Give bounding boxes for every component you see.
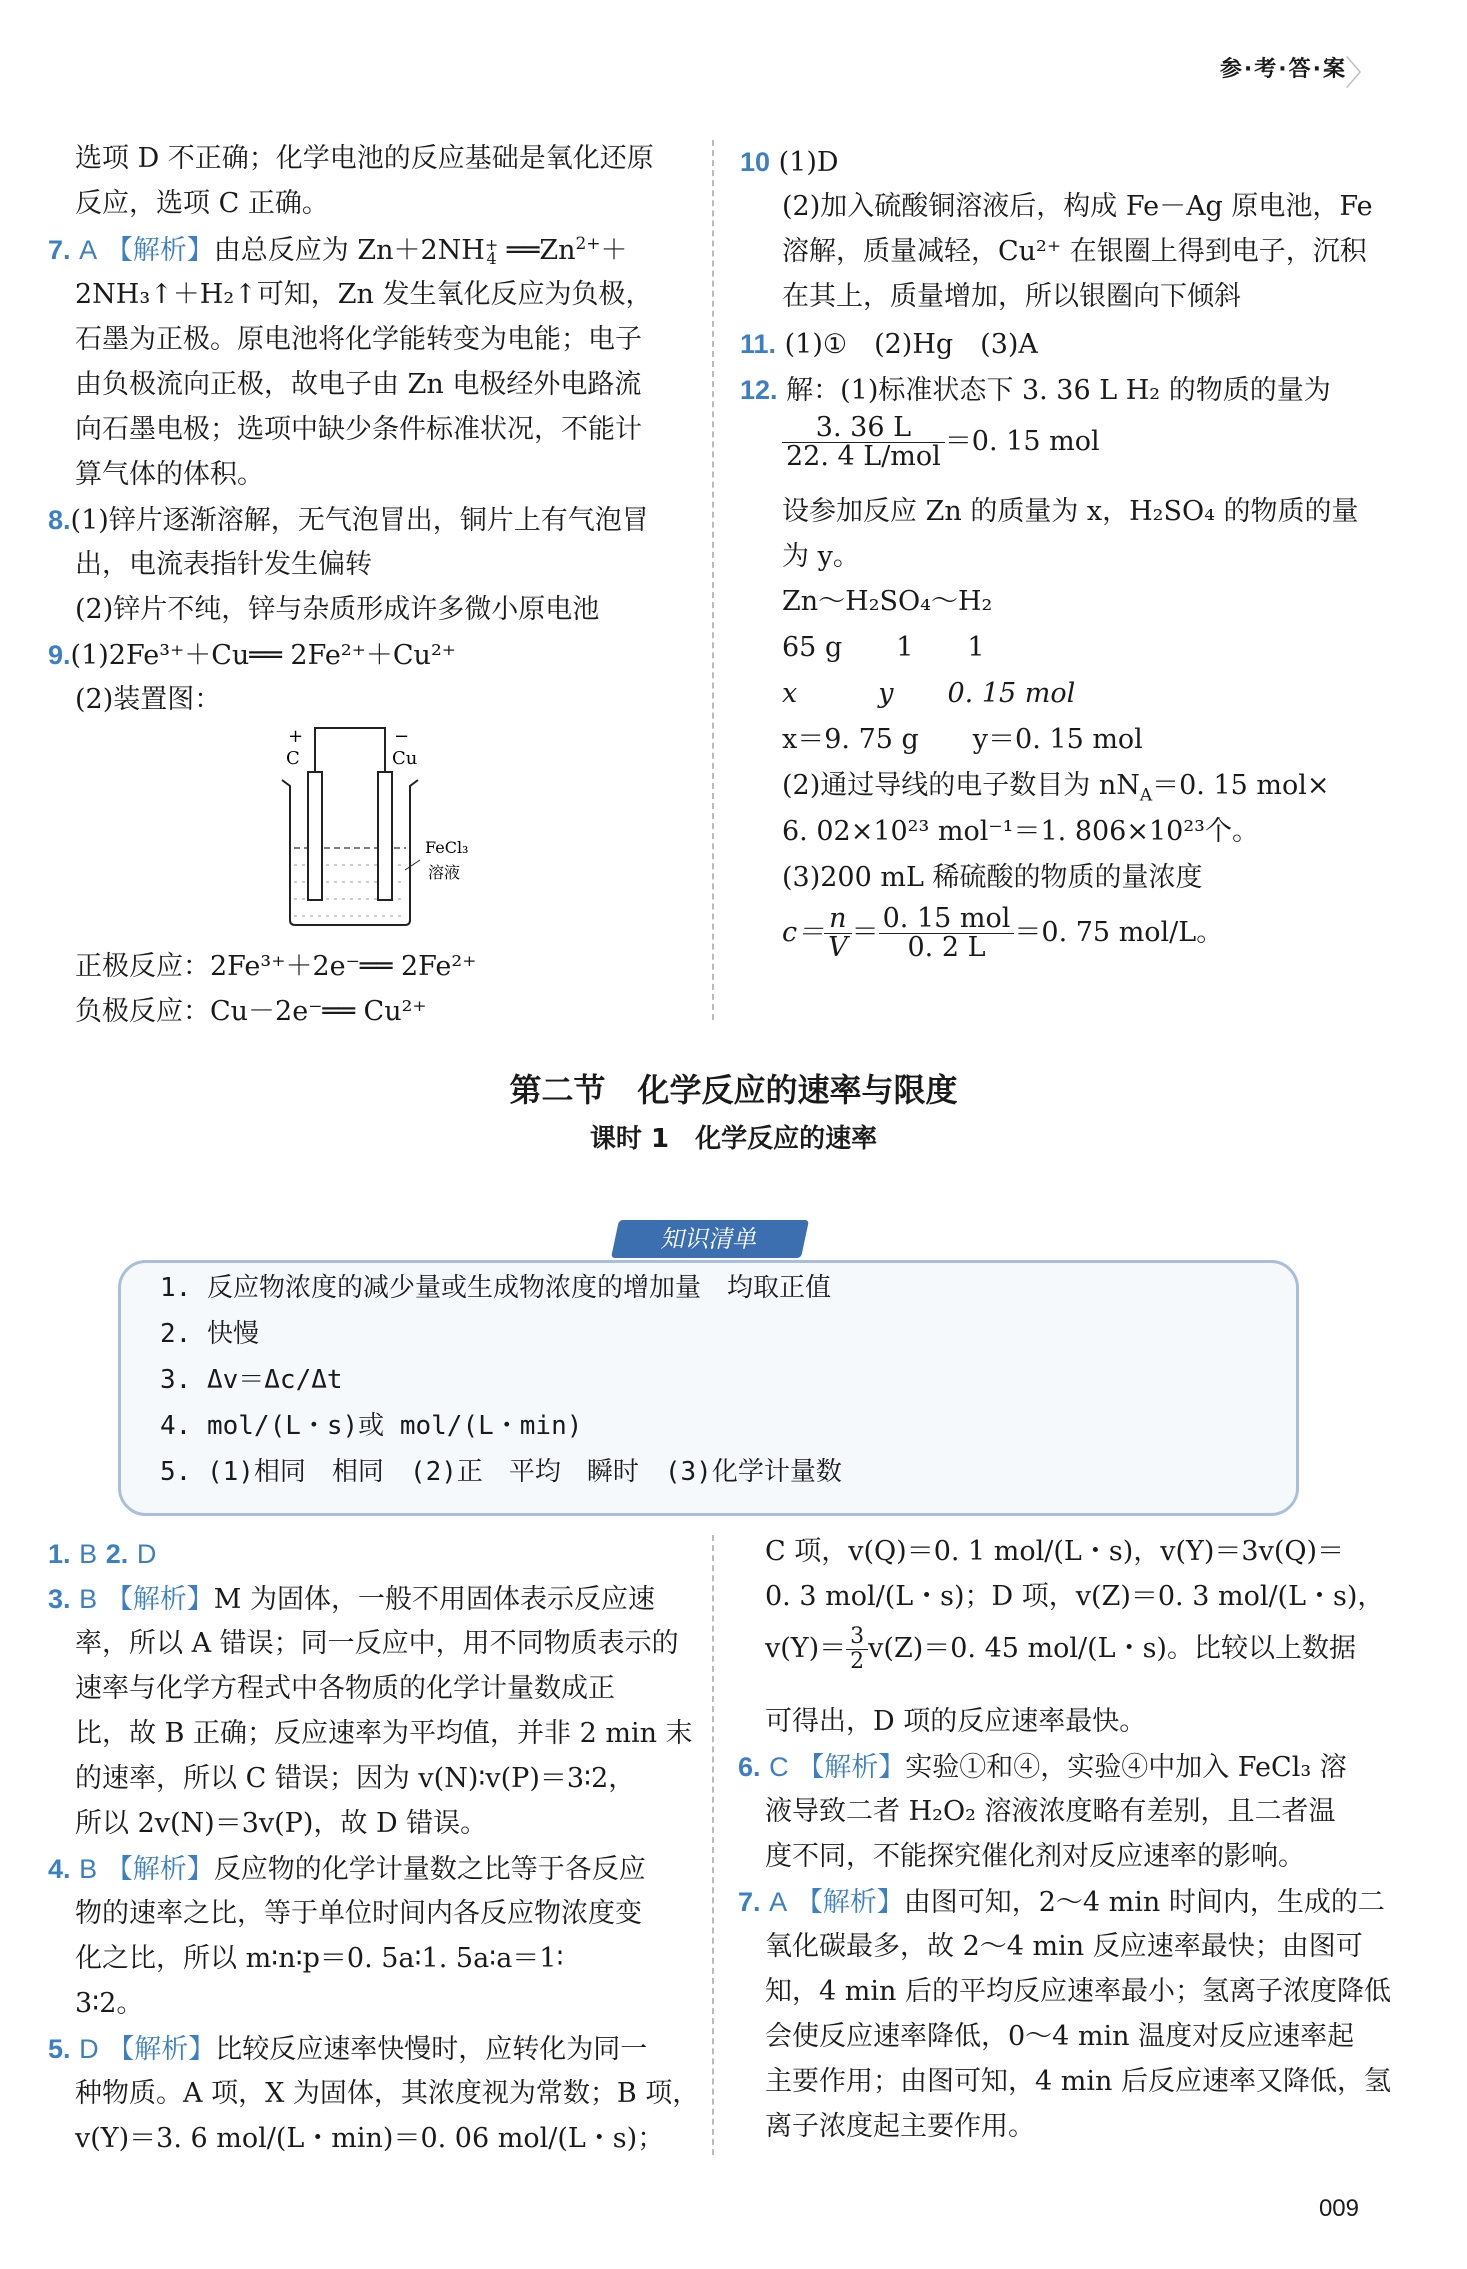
text-line: 设参加反应 Zn 的质量为 x，H₂SO₄ 的物质的量 (782, 496, 1359, 527)
analysis-tag: 【解析】 (797, 1752, 906, 1783)
text-line: 算气体的体积。 (75, 459, 264, 490)
text-line: 反应，选项 C 正确。 (75, 188, 329, 219)
text: (2)通过导线的电子数目为 nN (782, 770, 1140, 801)
knowledge-item: 4. mol/(L・s)或 mol/(L・min) (160, 1411, 583, 1441)
text-line: 正极反应：2Fe³⁺＋2e⁻══ 2Fe²⁺ (75, 951, 477, 982)
text: 比较反应速率快慢时，应转化为同一 (215, 2034, 648, 2065)
column-divider-top (712, 140, 714, 1020)
beaker (282, 780, 418, 925)
text-line: 可得出，D 项的反应速率最快。 (765, 1706, 1147, 1737)
question-number: 11. (740, 329, 777, 359)
question-number: 8. (48, 505, 71, 535)
text: (1)D (778, 147, 839, 178)
text-line: 物的速率之比，等于单位时间内各反应物浓度变 (75, 1898, 642, 1929)
knowledge-item: 1. 反应物浓度的减少量或生成物浓度的增加量 均取正值 (160, 1273, 831, 1303)
text-line: 0. 3 mol/(L・s)；D 项，v(Z)＝0. 3 mol/(L・s)， (765, 1581, 1385, 1612)
question-4-line (48, 1847, 646, 1892)
superscript: 2+ (575, 234, 601, 254)
fraction: $\frac{3. 36 L}{\text{22. 4 L/mol}}$ (782, 414, 945, 471)
galvanic-cell-diagram (270, 720, 500, 935)
text-line: 比，故 B 正确；反应速率为平均值，并非 2 min 末 (75, 1718, 693, 1749)
answer-letter: A (769, 1887, 788, 1917)
text: (1)① (2)Hg (3)A (784, 329, 1038, 360)
text-line: 向石墨电极；选项中缺少条件标准状况，不能计 (75, 414, 642, 445)
text-line: 65 g 1 1 (782, 632, 985, 663)
solution-label: 溶液 (428, 863, 461, 882)
text-line: 种物质。A 项，X 为固体，其浓度视为常数；B 项， (75, 2078, 700, 2109)
knowledge-banner: 知识清单 (611, 1220, 809, 1258)
text-line: 由负极流向正极，故电子由 Zn 电极经外电路流 (75, 369, 642, 400)
copper-electrode (378, 772, 392, 900)
question-number: 4. (48, 1854, 71, 1884)
text: 实验①和④，实验④中加入 FeCl₃ 溶 (905, 1752, 1347, 1783)
question-5-line (48, 2027, 647, 2072)
text-line: 负极反应：Cu－2e⁻══ Cu²⁺ (75, 996, 427, 1027)
analysis-tag: 【解析】 (795, 1887, 904, 1918)
question-number: 12. (740, 375, 778, 405)
text-line: (3)200 mL 稀硫酸的物质的量浓度 (782, 862, 1203, 893)
text: 解：(1)标准状态下 3. 36 L H₂ 的物质的量为 (786, 375, 1331, 406)
text-line: 3∶2。 (75, 1988, 144, 2019)
answer-letter: B (79, 1539, 98, 1569)
text-line: 液导致二者 H₂O₂ 溶液浓度略有差别，且二者温 (765, 1796, 1336, 1827)
text-line: Zn～H₂SO₄～H₂ (782, 586, 993, 617)
text-line: 所以 2v(N)＝3v(P)，故 D 错误。 (75, 1808, 488, 1839)
text-line: 2NH₃↑＋H₂↑可知，Zn 发生氧化反应为负极， (75, 279, 653, 310)
text-line: x＝9. 75 g y＝0. 15 mol (782, 724, 1143, 755)
text-line: 6. 02×10²³ mol⁻¹＝1. 806×10²³个。 (782, 816, 1259, 847)
analysis-tag: 【解析】 (105, 1584, 214, 1615)
analysis-tag: 【解析】 (105, 235, 214, 266)
question-number: 6. (738, 1752, 761, 1782)
label-pointer (405, 860, 420, 870)
text: v(Z)＝0. 45 mol/(L・s)。比较以上数据 (868, 1633, 1356, 1664)
text-line: 主要作用；由图可知，4 min 后反应速率又降低，氢 (765, 2066, 1391, 2097)
text-line: (2)加入硫酸铜溶液后，构成 Fe－Ag 原电池，Fe (782, 191, 1373, 222)
text-line: 石墨为正极。原电池将化学能转变为电能；电子 (75, 324, 642, 355)
answer-letter: D (79, 2034, 99, 2064)
question-number: 5. (48, 2034, 71, 2064)
text-line: 速率与化学方程式中各物质的化学计量数成正 (75, 1673, 615, 1704)
answer-letter: B (79, 1584, 98, 1614)
text-line: 离子浓度起主要作用。 (765, 2111, 1035, 2142)
text-line: v(Y)＝3. 6 mol/(L・min)＝0. 06 mol/(L・s)； (75, 2123, 665, 2154)
question-1-2-line (48, 1532, 156, 1577)
text-line: 率，所以 A 错误；同一反应中，用不同物质表示的 (75, 1628, 679, 1659)
text-line: 出，电流表指针发生偏转 (75, 549, 372, 580)
analysis-tag: 【解析】 (105, 1854, 214, 1885)
text: 由图可知，2～4 min 时间内，生成的二 (903, 1887, 1385, 1918)
analysis-tag: 【解析】 (107, 2034, 216, 2065)
question-number: 2. (105, 1539, 129, 1569)
knowledge-item: 5. (1)相同 相同 (2)正 平均 瞬时 (3)化学计量数 (160, 1457, 842, 1487)
question-10-line (740, 140, 839, 185)
header-label: 参·考·答·案 (1219, 57, 1347, 82)
question-number: 7. (738, 1887, 761, 1917)
text: (1)2Fe³⁺＋Cu══ 2Fe²⁺＋Cu²⁺ (70, 640, 457, 671)
question-11-line (740, 322, 1038, 367)
text-line (782, 764, 1330, 808)
text: c＝ (782, 917, 825, 948)
question-number: 10 (740, 147, 771, 177)
formula-line (782, 905, 1223, 962)
ion-notation: + 4 (484, 234, 499, 268)
section-title: 第二节 化学反应的速率与限度 (509, 1071, 958, 1109)
question-number: 3. (48, 1584, 71, 1614)
fraction-line (782, 414, 1100, 471)
text-line: 知，4 min 后的平均反应速率最小；氢离子浓度降低 (765, 1976, 1391, 2007)
fraction-line (765, 1625, 1356, 1674)
text-line: (2)装置图： (75, 684, 222, 715)
text: M 为固体，一般不用固体表示反应速 (213, 1584, 655, 1615)
wire (315, 728, 385, 775)
fraction: $\frac{3}{2}$ (846, 1625, 868, 1674)
answer-letter: A (79, 235, 98, 265)
text-line: 在其上，质量增加，所以银圈向下倾斜 (782, 281, 1241, 312)
text-line: 的速率，所以 C 错误；因为 v(N)∶v(P)＝3∶2， (75, 1763, 636, 1794)
text-line: 选项 D 不正确；化学电池的反应基础是氧化还原 (75, 143, 654, 174)
text: ＝0. 15 mol× (1152, 770, 1330, 801)
answer-letter: C (769, 1752, 789, 1782)
text: (1)锌片逐渐溶解，无气泡冒出，铜片上有气泡冒 (70, 505, 649, 536)
question-7-line (738, 1880, 1385, 1925)
carbon-electrode-label: C (286, 748, 300, 769)
answer-letter: B (79, 1854, 98, 1884)
text: 由总反应为 Zn＋2NH (213, 235, 485, 266)
text: ＝0. 75 mol/L。 (1014, 917, 1224, 948)
column-divider-bottom (712, 1535, 714, 2155)
solution-label: FeCl₃ (425, 838, 469, 857)
question-number: 1. (48, 1539, 71, 1569)
text-line: x y 0. 15 mol (782, 678, 1076, 709)
question-12-line (740, 368, 1331, 413)
minus-sign: − (394, 726, 410, 747)
copper-electrode-label: Cu (392, 748, 418, 769)
page-number: 009 (1318, 2195, 1359, 2222)
fraction: $\frac{\text{0. 15 mol}}{0. 2 L}$ (879, 905, 1015, 962)
text: ＋ (600, 235, 628, 266)
text: 反应物的化学计量数之比等于各反应 (213, 1854, 646, 1885)
text-line: C 项，v(Q)＝0. 1 mol/(L・s)，v(Y)＝3v(Q)＝ (765, 1536, 1345, 1567)
answer-letter: D (136, 1539, 157, 1569)
text-line: 化之比，所以 m∶n∶p＝0. 5a∶1. 5a∶a＝1∶ (75, 1943, 564, 1974)
text-line: (2)锌片不纯，锌与杂质形成许多微小原电池 (75, 594, 600, 625)
question-6-line (738, 1745, 1347, 1790)
subscript: A (1139, 785, 1153, 806)
text: v(Y)＝ (765, 1633, 847, 1664)
knowledge-item: 3. Δv＝Δc/Δt (160, 1365, 343, 1395)
lesson-title: 课时 1 化学反应的速率 (589, 1124, 878, 1154)
knowledge-item: 2. 快慢 (160, 1319, 259, 1349)
text-line: 度不同，不能探究催化剂对反应速率的影响。 (765, 1841, 1305, 1872)
carbon-electrode (308, 772, 322, 900)
question-9-line (48, 633, 456, 678)
text-line: 溶解，质量减轻，Cu²⁺ 在银圈上得到电子，沉积 (782, 236, 1367, 267)
fraction: $\frac{n}{V}$ (824, 905, 852, 962)
question-8-line (48, 498, 649, 543)
question-number: 9. (48, 640, 71, 670)
question-3-line (48, 1577, 655, 1622)
plus-sign: + (288, 726, 304, 747)
text: ＝0. 15 mol (944, 426, 1100, 457)
question-number: 7. (48, 235, 71, 265)
question-7-line (48, 228, 628, 273)
text-line: 为 y。 (782, 541, 860, 572)
text: ＝ (851, 917, 879, 948)
text-line: 会使反应速率降低，0～4 min 温度对反应速率起 (765, 2021, 1355, 2052)
text: ══Zn (498, 235, 576, 266)
text-line: 氧化碳最多，故 2～4 min 反应速率最快；由图可 (765, 1931, 1363, 1962)
chevron-right-icon: 〉 (1345, 54, 1379, 94)
